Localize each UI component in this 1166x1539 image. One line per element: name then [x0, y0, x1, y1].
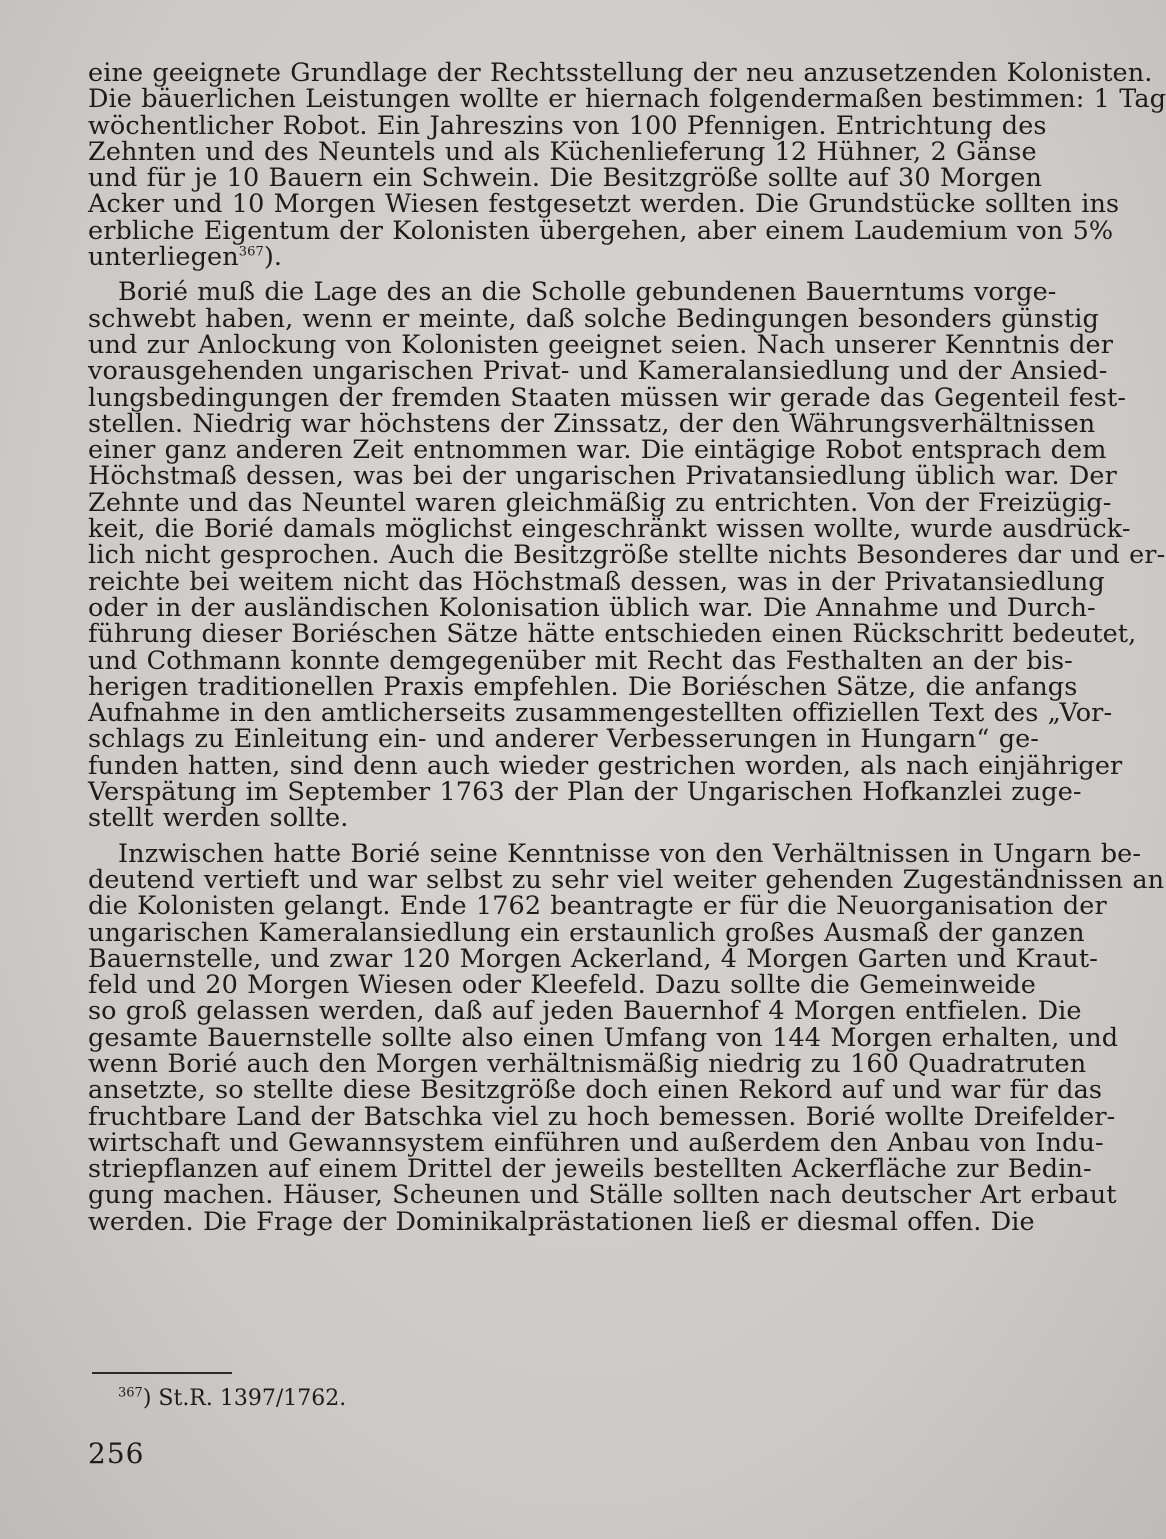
text-line: führung dieser Boriéschen Sätze hätte entschieden einen Rückschritt bedeutet,: [88, 619, 1137, 650]
text-line: werden. Die Frage der Dominikalprästationen ließ er diesmal offen. Die: [88, 1206, 1035, 1237]
footnote-reference: 367: [238, 244, 264, 260]
text-line: gung machen. Häuser, Scheunen und Ställe sollten nach deutscher Art erbaut: [88, 1180, 1117, 1211]
text-line: funden hatten, sind denn auch wieder gestrichen worden, als nach einjähriger: [88, 750, 1123, 781]
text-line: ansetzte, so stellte diese Besitzgröße doch einen Rekord auf und war für das: [88, 1075, 1103, 1106]
text-line: wenn Borié auch den Morgen verhältnismäßig niedrig zu 160 Quadratruten: [88, 1048, 1087, 1079]
text-line: deutend vertieft und war selbst zu sehr viel weiter gehenden Zugeständnissen an: [88, 864, 1165, 895]
page-body: [88, 58, 1166, 1237]
paragraph-1: [88, 58, 1166, 273]
footnote-marker: 367: [118, 1385, 143, 1401]
text-line: eine geeignete Grundlage der Rechtsstellung der neu anzusetzenden Kolonisten.: [88, 58, 1153, 88]
text-fragment: ).: [263, 242, 283, 273]
text-line: Verspätung im September 1763 der Plan der Ungarischen Hofkanzlei zuge-: [88, 777, 1082, 808]
text-line: Borié muß die Lage des an die Scholle gebundenen Bauerntums vorge-: [118, 277, 1057, 308]
footnote: [118, 1386, 346, 1412]
text-line: schlags zu Einleitung ein- und anderer Verbesserungen in Hungarn“ ge-: [88, 724, 1040, 755]
text-line: Inzwischen hatte Borié seine Kenntnisse von den Verhältnissen in Ungarn be-: [118, 838, 1142, 869]
text-line: striepflanzen auf einem Drittel der jeweils bestellten Ackerfläche zur Bedin-: [88, 1154, 1092, 1185]
paragraph-2: [88, 277, 1166, 834]
text-line: wöchentlicher Robot. Ein Jahreszins von 100 Pfennigen. Entrichtung des: [88, 110, 1047, 141]
text-line: oder in der ausländischen Kolonisation üblich war. Die Annahme und Durch-: [88, 592, 1096, 623]
text-line: herigen traditionellen Praxis empfehlen. Die Boriéschen Sätze, die anfangs: [88, 671, 1078, 702]
text-line: fruchtbare Land der Batschka viel zu hoch bemessen. Borié wollte Dreifelder-: [88, 1101, 1116, 1132]
text-line: so groß gelassen werden, daß auf jeden Bauernhof 4 Morgen entfielen. Die: [88, 996, 1082, 1027]
text-line: keit, die Borié damals möglichst eingeschränkt wissen wollte, wurde ausdrück-: [88, 514, 1131, 545]
text-line: vorausgehenden ungarischen Privat- und Kameralansiedlung und der Ansied-: [88, 356, 1108, 387]
text-fragment: unterliegen: [88, 242, 239, 273]
text-line: und für je 10 Bauern ein Schwein. Die Besitzgröße sollte auf 30 Morgen: [88, 163, 1042, 194]
text-line: lich nicht gesprochen. Auch die Besitzgröße stellte nichts Besonderes dar und er-: [88, 540, 1166, 571]
text-line: einer ganz anderen Zeit entnommen war. Die eintägige Robot entsprach dem: [88, 435, 1107, 466]
text-line: stellen. Niedrig war höchstens der Zinssatz, der den Währungsverhältnissen: [88, 408, 1096, 439]
text-line: und Cothmann konnte demgegenüber mit Recht das Festhalten an der bis-: [88, 645, 1073, 676]
page-number: 256: [88, 1437, 145, 1470]
text-line: stellt werden sollte.: [88, 803, 349, 834]
text-line: Aufnahme in den amtlicherseits zusammengestellten offiziellen Text des „Vor-: [88, 698, 1113, 729]
text-line: Höchstmaß dessen, was bei der ungarischen Privatansiedlung üblich war. Der: [88, 461, 1117, 492]
footnote-text: ) St.R. 1397/1762.: [142, 1386, 347, 1411]
text-line: erbliche Eigentum der Kolonisten übergehen, aber einem Laudemium von 5%: [88, 215, 1114, 246]
text-line: Bauernstelle, und zwar 120 Morgen Ackerland, 4 Morgen Garten und Kraut-: [88, 943, 1098, 974]
text-line: Acker und 10 Morgen Wiesen festgesetzt werden. Die Grundstücke sollten ins: [88, 189, 1120, 220]
text-line: die Kolonisten gelangt. Ende 1762 beantragte er für die Neuorganisation der: [88, 891, 1107, 922]
text-line: wirtschaft und Gewannsystem einführen und außerdem den Anbau von Indu-: [88, 1127, 1104, 1158]
text-line: [88, 242, 963, 273]
text-line: Zehnte und das Neuntel waren gleichmäßig zu entrichten. Von der Freizügig-: [88, 487, 1112, 518]
footnote-divider: [92, 1372, 232, 1374]
paragraph-3: [88, 838, 1165, 1237]
text-line: Die bäuerlichen Leistungen wollte er hiernach folgendermaßen bestimmen: 1 Tag: [88, 84, 1166, 115]
text-line: schwebt haben, wenn er meinte, daß solche Bedingungen besonders günstig: [88, 303, 1099, 334]
text-line: Zehnten und des Neuntels und als Küchenlieferung 12 Hühner, 2 Gänse: [88, 136, 1037, 167]
text-line: feld und 20 Morgen Wiesen oder Kleefeld. Dazu sollte die Gemeinweide: [88, 970, 1036, 1001]
text-line: ungarischen Kameralansiedlung ein erstaunlich großes Ausmaß der ganzen: [88, 917, 1085, 948]
text-line: lungsbedingungen der fremden Staaten müssen wir gerade das Gegenteil fest-: [88, 382, 1127, 413]
text-line: gesamte Bauernstelle sollte also einen Umfang von 144 Morgen erhalten, und: [88, 1022, 1119, 1053]
text-line: reichte bei weitem nicht das Höchstmaß dessen, was in der Privatansiedlung: [88, 566, 1105, 597]
text-line: und zur Anlockung von Kolonisten geeignet seien. Nach unserer Kenntnis der: [88, 329, 1113, 360]
